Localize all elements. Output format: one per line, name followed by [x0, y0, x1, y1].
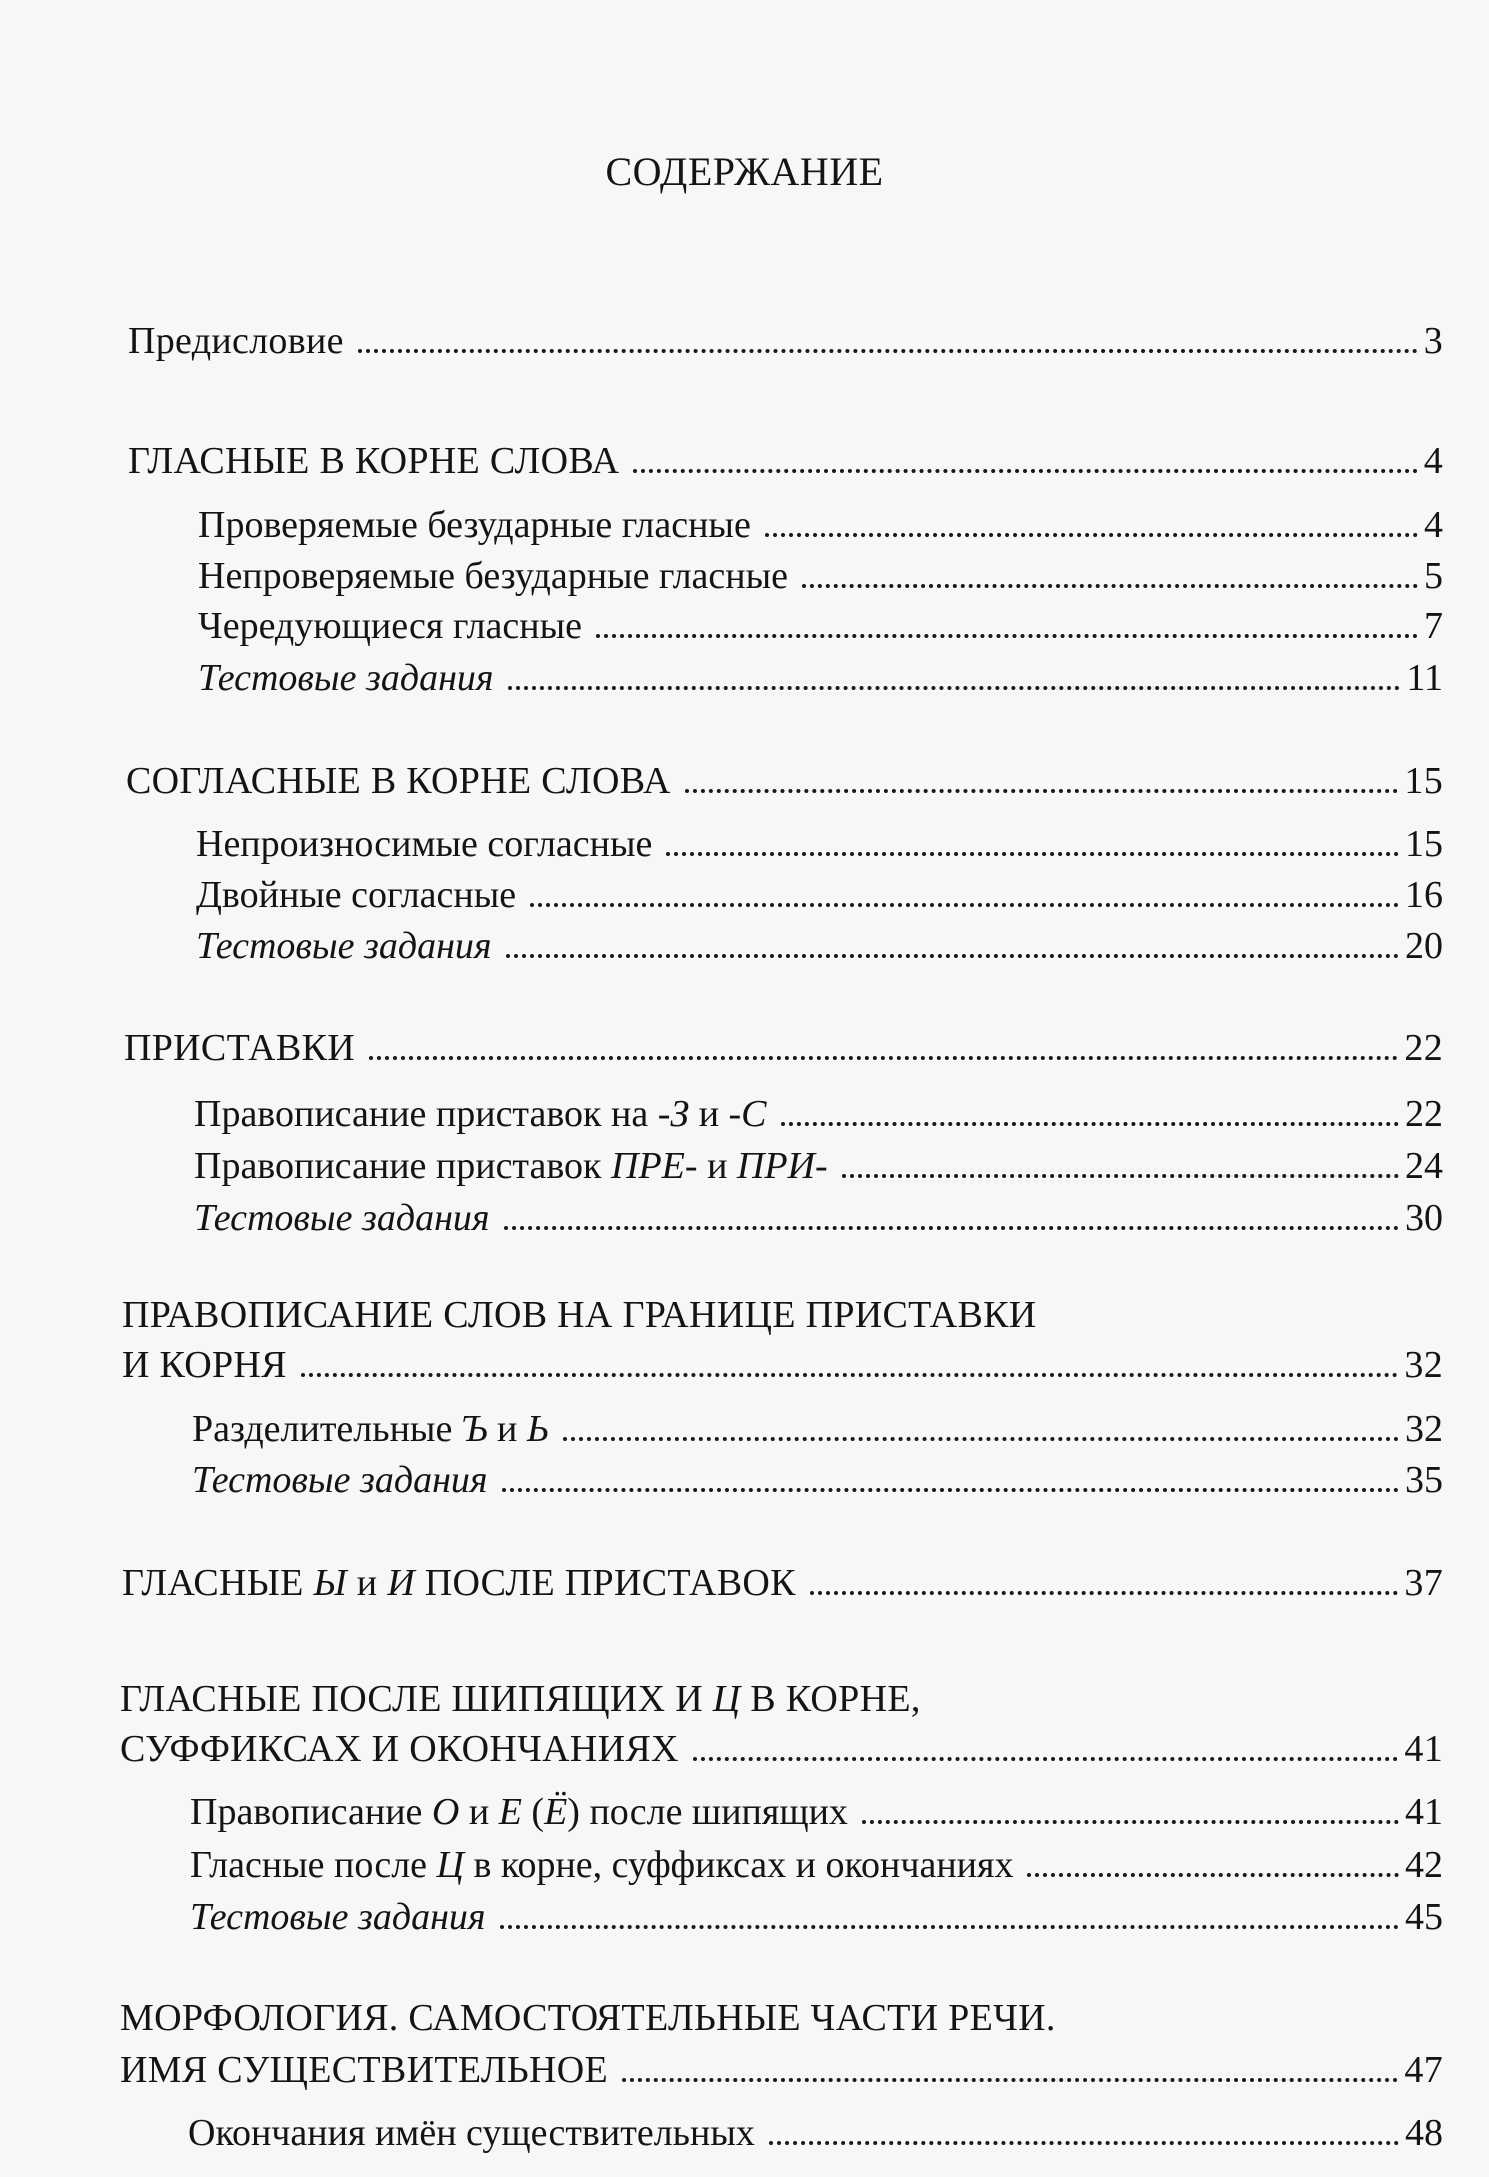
- toc-page-number: 32: [1404, 1344, 1443, 1386]
- toc-entry: [198, 553, 1443, 599]
- toc-page-number: 5: [1424, 555, 1443, 597]
- toc-page-number: 45: [1405, 1896, 1443, 1938]
- toc-entry-label: Правописание приставок ПРЕ- и ПРИ-: [194, 1145, 828, 1187]
- toc-entry-tests: [190, 1894, 1443, 1940]
- toc-entry-label: СОГЛАСНЫЕ В КОРНЕ СЛОВА: [126, 760, 671, 802]
- dot-leader: [666, 852, 1399, 856]
- toc-entry: [194, 1143, 1443, 1189]
- dot-leader: [502, 1488, 1399, 1492]
- toc-entry-label: ИМЯ СУЩЕСТВИТЕЛЬНОЕ: [120, 2049, 609, 2091]
- toc-entry-label: Предисловие: [128, 320, 344, 362]
- toc-page-number: 20: [1405, 925, 1443, 967]
- toc-page-number: 35: [1405, 1459, 1443, 1501]
- toc-entry-label: Двойные согласные: [196, 874, 517, 916]
- toc-entry-tests: [198, 655, 1443, 701]
- toc-page-number: 22: [1404, 1027, 1443, 1069]
- dot-leader: [862, 1820, 1399, 1824]
- page-title: СОДЕРЖАНИЕ: [605, 149, 884, 194]
- dot-leader: [506, 954, 1399, 958]
- toc-entry-label: Тестовые задания: [192, 1459, 488, 1501]
- toc-page-number: 37: [1404, 1562, 1443, 1604]
- toc-entry-label: Непроверяемые безударные гласные: [198, 555, 789, 597]
- toc-section-consonants-root: [126, 758, 1443, 804]
- toc-section-title-line1: МОРФОЛОГИЯ. САМОСТОЯТЕЛЬНЫЕ ЧАСТИ РЕЧИ.: [120, 1997, 1056, 2039]
- dot-leader: [358, 349, 1418, 353]
- toc-entry: [196, 821, 1443, 867]
- toc-page-number: 41: [1405, 1791, 1443, 1833]
- toc-page-number: 32: [1405, 1408, 1443, 1450]
- toc-entry-label: Правописание приставок на -З и -С: [194, 1093, 767, 1135]
- toc-entry-preface: [128, 318, 1443, 364]
- dot-leader: [842, 1174, 1399, 1178]
- toc-entry-tests: [192, 1457, 1443, 1503]
- toc-entry-label: ПРИСТАВКИ: [124, 1027, 355, 1069]
- dot-leader: [508, 686, 1401, 690]
- toc-entry-label: Проверяемые безударные гласные: [198, 504, 751, 546]
- dot-leader: [633, 469, 1417, 473]
- dot-leader: [369, 1056, 1398, 1060]
- toc-section-noun: [120, 2047, 1443, 2093]
- dot-leader: [504, 1226, 1399, 1230]
- dot-leader: [802, 584, 1418, 588]
- toc-entry-tests: [194, 1195, 1443, 1241]
- toc-entry-label: ГЛАСНЫЕ В КОРНЕ СЛОВА: [128, 440, 620, 482]
- toc-page-number: 48: [1405, 2112, 1443, 2154]
- toc-entry-label: Тестовые задания: [194, 1197, 490, 1239]
- toc-entry-label: Непроизносимые согласные: [196, 823, 653, 865]
- toc-page-number: 7: [1424, 605, 1443, 647]
- dot-leader: [810, 1591, 1399, 1595]
- toc-entry-label: Правописание О и Е (Ё) после шипящих: [190, 1791, 848, 1833]
- dot-leader: [622, 2078, 1398, 2082]
- toc-page-number: 47: [1404, 2049, 1443, 2091]
- dot-leader: [530, 903, 1399, 907]
- toc-section-vowels-root: [128, 438, 1443, 484]
- toc-page-number: 41: [1404, 1728, 1443, 1770]
- toc-entry-label: Окончания имён существительных: [188, 2112, 755, 2154]
- dot-leader: [1027, 1873, 1399, 1877]
- toc-entry: [190, 1842, 1443, 1888]
- toc-section-title-line1: ГЛАСНЫЕ ПОСЛЕ ШИПЯЩИХ И Ц В КОРНЕ,: [120, 1678, 921, 1720]
- toc-entry: [188, 2110, 1443, 2156]
- toc-page-number: 4: [1424, 504, 1443, 546]
- toc-entry: [194, 1091, 1443, 1137]
- dot-leader: [765, 533, 1418, 537]
- toc-section-sibilants: [120, 1726, 1443, 1772]
- toc-page-number: 3: [1423, 320, 1443, 362]
- toc-entry: [198, 603, 1443, 649]
- dot-leader: [769, 2141, 1399, 2145]
- toc-entry-tests: [196, 923, 1443, 969]
- dot-leader: [301, 1373, 1399, 1377]
- dot-leader: [685, 789, 1399, 793]
- toc-page-number: 15: [1404, 760, 1443, 802]
- toc-entry-label: Гласные после Ц в корне, суффиксах и окончаниях: [190, 1844, 1014, 1886]
- toc-section-vowels-after-prefixes: [122, 1560, 1443, 1606]
- toc-entry: [192, 1406, 1443, 1452]
- toc-page-number: 24: [1405, 1145, 1443, 1187]
- toc-page-number: 22: [1405, 1093, 1443, 1135]
- toc-page-number: 30: [1405, 1197, 1443, 1239]
- toc-page-number: 16: [1405, 874, 1443, 916]
- dot-leader: [500, 1925, 1399, 1929]
- dot-leader: [781, 1122, 1399, 1126]
- toc-entry-label: Тестовые задания: [190, 1896, 486, 1938]
- toc-entry-label: Тестовые задания: [196, 925, 492, 967]
- toc-page-number: 11: [1406, 657, 1443, 699]
- toc-entry-label: Разделительные Ъ и Ь: [192, 1408, 550, 1450]
- toc-page-number: 4: [1423, 440, 1443, 482]
- dot-leader: [596, 634, 1418, 638]
- dot-leader: [563, 1437, 1399, 1441]
- toc-entry-label: И КОРНЯ: [122, 1344, 287, 1386]
- toc-entry: [190, 1789, 1443, 1835]
- toc-section-title-line1: ПРАВОПИСАНИЕ СЛОВ НА ГРАНИЦЕ ПРИСТАВКИ: [122, 1294, 1037, 1336]
- toc-section-boundary: [122, 1342, 1443, 1388]
- toc-entry-label: ГЛАСНЫЕ Ы и И ПОСЛЕ ПРИСТАВОК: [122, 1562, 796, 1604]
- dot-leader: [693, 1757, 1399, 1761]
- toc-page-number: 42: [1405, 1844, 1443, 1886]
- toc-page-number: 15: [1405, 823, 1443, 865]
- toc-entry: [198, 502, 1443, 548]
- toc-entry-label: СУФФИКСАХ И ОКОНЧАНИЯХ: [120, 1728, 679, 1770]
- toc-entry-label: Тестовые задания: [198, 657, 494, 699]
- toc-section-prefixes: [124, 1025, 1443, 1071]
- toc-entry-label: Чередующиеся гласные: [198, 605, 582, 647]
- toc-entry: [196, 872, 1443, 918]
